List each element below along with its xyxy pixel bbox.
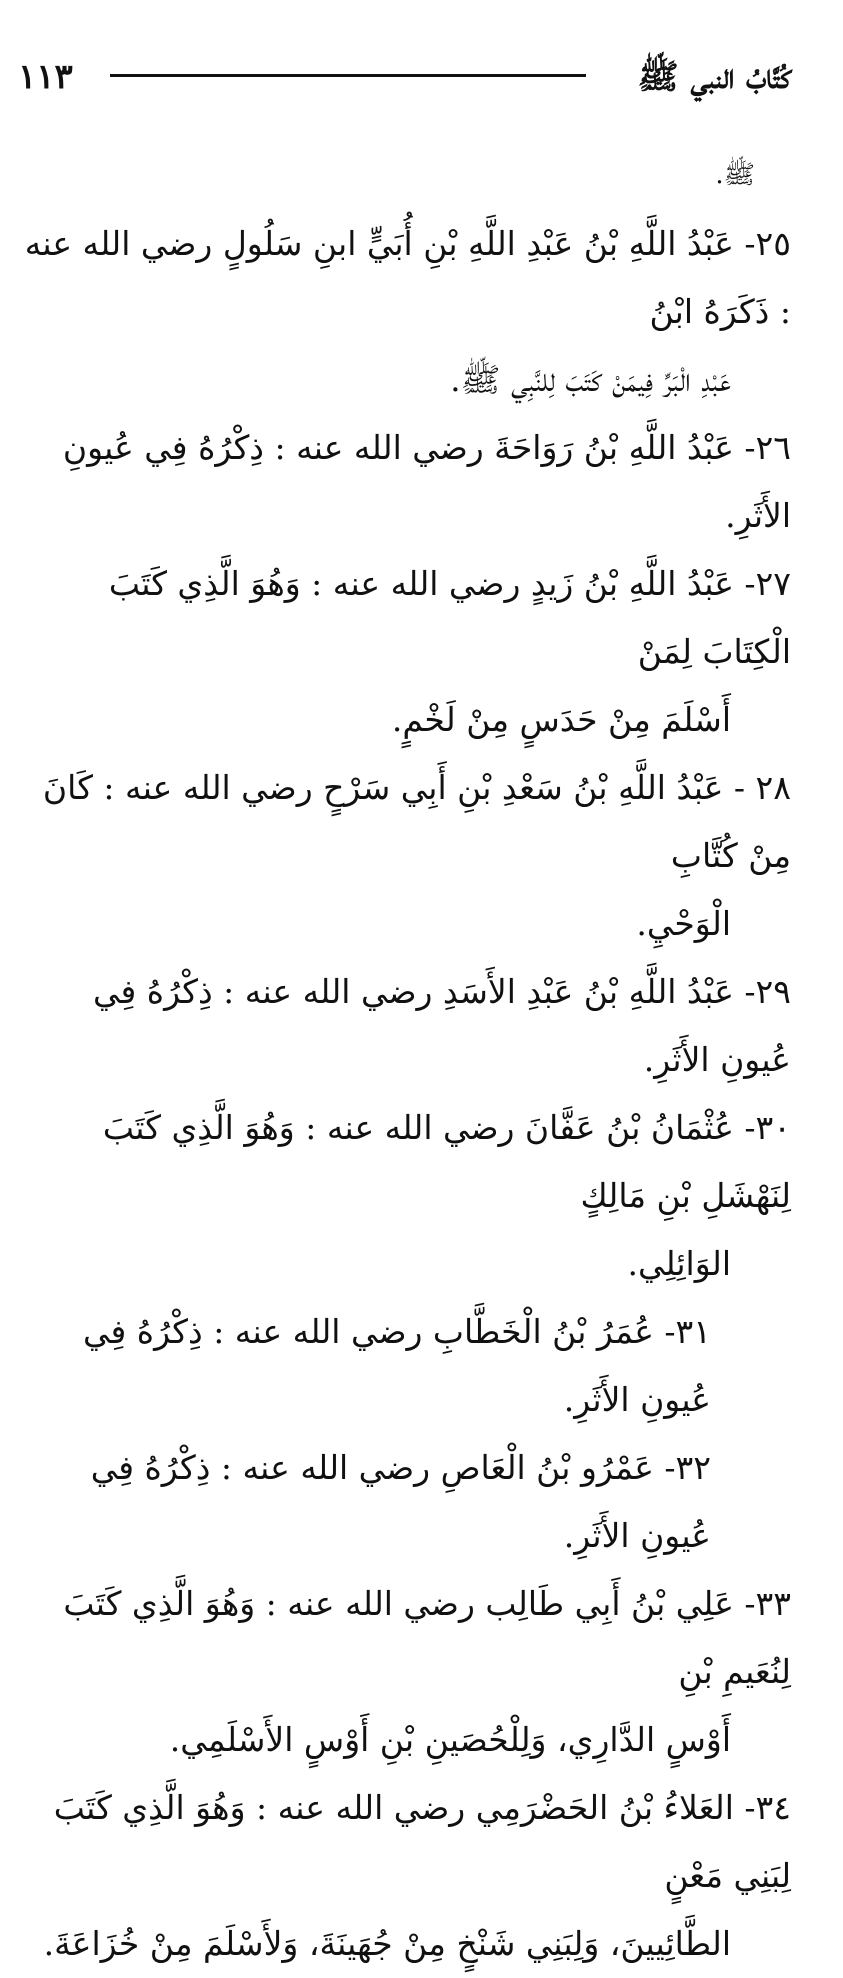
running-title: كُتَّابُ النبي ﷺ — [637, 57, 791, 97]
entry-continuation: عَبْدِ الْبَرِّ فِيمَنْ كَتَبَ لِلنَّبِي ﷺ. — [450, 360, 731, 399]
entry-line: ٢٨ - عَبْدُ اللَّهِ بْنُ سَعْدِ بْنِ أَبِي سَرْحٍ رضي الله عنه : كَانَ مِنْ كُتَّابِ — [42, 768, 791, 875]
entry-line: ٢٥- عَبْدُ اللَّهِ بْنُ عَبْدِ اللَّهِ بْنِ أُبَيٍّ ابنِ سَلُولٍ رضي الله عنه : ذَكَرَهُ ابْنُ — [24, 224, 791, 331]
entry-line: ٣٢- عَمْرُو بْنُ الْعَاصِ رضي الله عنه : ذِكْرُهُ فِي عُيونِ الأَثَرِ. — [90, 1448, 711, 1555]
entry-continuation: الطَّائِيينَ، وَلِبَنِي شَنْخٍ مِنْ جُهَينَةَ، وَلأَسْلَمَ مِنْ خُزَاعَةَ. — [43, 1924, 731, 1963]
entry-27 — [18, 550, 791, 754]
entry-25 — [18, 210, 791, 414]
entry-26 — [18, 414, 791, 550]
entry-33 — [18, 1570, 791, 1774]
entry-continuation: أَوْسٍ الدَّارِي، وَلِلْحُصَينِ بْنِ أَوْسٍ الأَسْلَمِي. — [169, 1720, 731, 1759]
entry-31 — [18, 1298, 791, 1434]
entry-32 — [18, 1434, 791, 1570]
entry-line: ٣٤- العَلاءُ بْنُ الحَضْرَمِي رضي الله عنه : وَهُوَ الَّذِي كَتَبَ لِبَنِي مَعْنٍ — [53, 1788, 791, 1895]
page-header — [18, 50, 791, 104]
entry-line: ٢٧- عَبْدُ اللَّهِ بْنُ زَيدٍ رضي الله عنه : وَهُوَ الَّذِي كَتَبَ الْكِتَابَ لِمَنْ — [108, 564, 791, 671]
header-rule — [110, 74, 586, 77]
entry-continuation: الْوَحْيِ. — [636, 904, 731, 943]
entry-line: ٣٣- عَلِي بْنُ أَبِي طَالِب رضي الله عنه : وَهُوَ الَّذِي كَتَبَ لِنُعَيمِ بْنِ — [63, 1584, 791, 1691]
entry-continuation: الوَائِلِي. — [627, 1244, 731, 1283]
continued-line: ﷺ. — [715, 160, 755, 190]
entry-29 — [18, 958, 791, 1094]
entry-list — [18, 210, 791, 1978]
entry-continuation: أَسْلَمَ مِنْ حَدَسٍ مِنْ لَخْمٍ. — [391, 700, 731, 739]
entry-30 — [18, 1094, 791, 1298]
entry-34 — [18, 1774, 791, 1978]
entry-line: ٣٠- عُثْمَانُ بْنُ عَفَّانَ رضي الله عنه : وَهُوَ الَّذِي كَتَبَ لِنَهْشَلِ بْنِ مَالِكٍ — [102, 1108, 791, 1215]
entry-line: ٢٩- عَبْدُ اللَّهِ بْنُ عَبْدِ الأَسَدِ رضي الله عنه : ذِكْرُهُ فِي عُيونِ الأَثَرِ. — [93, 972, 791, 1079]
page-number: ١١٣ — [18, 57, 73, 97]
entry-line: ٣١- عُمَرُ بْنُ الْخَطَّابِ رضي الله عنه : ذِكْرُهُ فِي عُيونِ الأَثَرِ. — [83, 1312, 711, 1419]
entry-28 — [18, 754, 791, 958]
entry-line: ٢٦- عَبْدُ اللَّهِ بْنُ رَوَاحَةَ رضي الله عنه : ذِكْرُهُ فِي عُيونِ الأَثَرِ. — [62, 428, 791, 535]
